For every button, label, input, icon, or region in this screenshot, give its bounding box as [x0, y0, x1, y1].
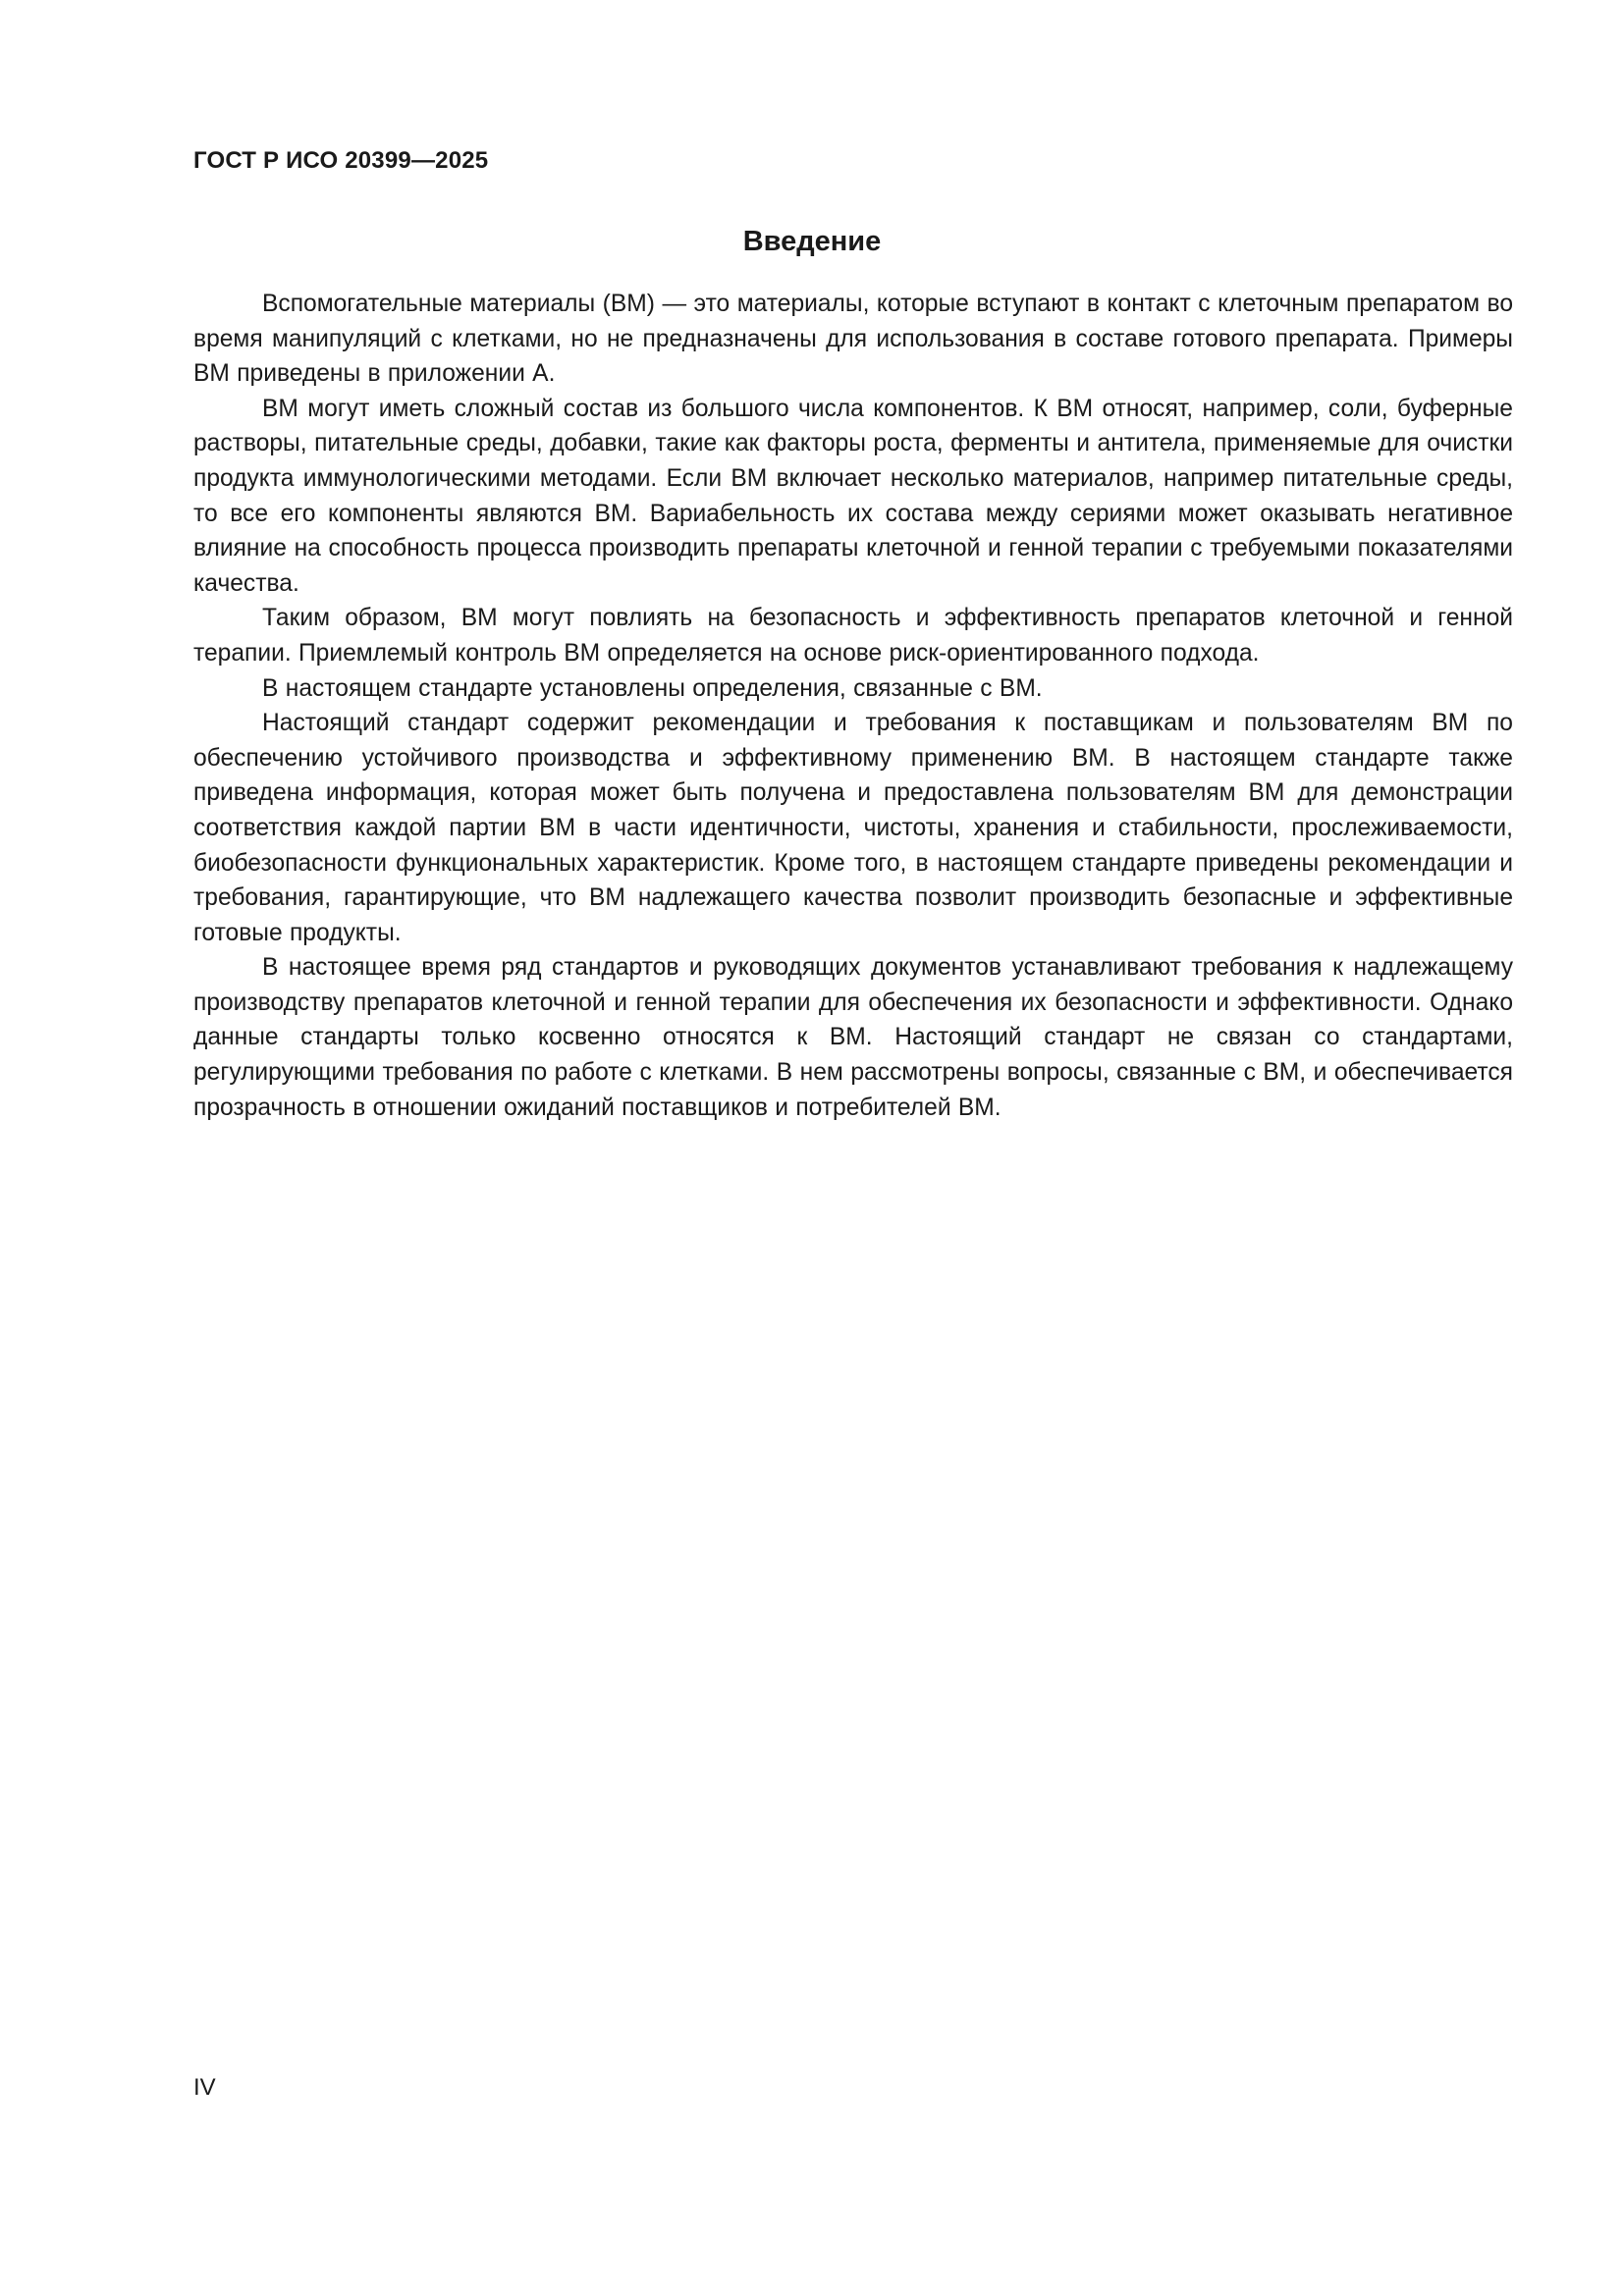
standard-designation: ГОСТ Р ИСО 20399—2025	[193, 147, 489, 174]
paragraph: Вспомогательные материалы (ВМ) — это материалы, которые вступают в контакт с клеточным препаратом во время манипуляций с клетками, но не предназначены для использования в составе готового препарата. Примеры ВМ приведены в приложении А.	[193, 291, 1513, 388]
paragraph: Настоящий стандарт содержит рекомендации и требования к поставщикам и пользователям ВМ по обеспечению устойчивого производства и эффективному применению ВМ. В настоящем стандарте также приведена информация, которая может быть получена и предоставлена пользователям ВМ для демонстрации соответствия каждой партии ВМ в части идентичности, чистоты, хранения и стабильности, прослеживаемости, биобезопасности функциональных характеристик. Кроме того, в настоящем стандарте приведены рекомендации и требования, гарантирующие, что ВМ надлежащего качества позволит производить безопасные и эффективные готовые продукты.	[193, 710, 1513, 946]
paragraph: В настоящем стандарте установлены определения, связанные с ВМ.	[262, 674, 1043, 702]
paragraph: В настоящее время ряд стандартов и руководящих документов устанавливают требования к надлежащему производству препаратов клеточной и генной терапии для обеспечения их безопасности и эффективности. Однако данные стандарты только косвенно относятся к ВМ. Настоящий стандарт не связан со стандартами, регулирующими требования по работе с клетками. В нем рассмотрены вопросы, связанные с ВМ, и обеспечивается прозрачность в отношении ожиданий поставщиков и потребителей ВМ.	[193, 954, 1513, 1121]
introduction-body	[193, 287, 1513, 1125]
paragraph: Таким образом, ВМ могут повлиять на безопасность и эффективность препаратов клеточной и генной терапии. Приемлемый контроль ВМ определяется на основе риск-ориентированного подхода.	[193, 605, 1513, 667]
paragraph: ВМ могут иметь сложный состав из большого числа компонентов. К ВМ относят, например, соли, буферные растворы, питательные среды, добавки, такие как факторы роста, ферменты и антитела, применяемые для очистки продукта иммунологическими методами. Если ВМ включает несколько материалов, например питательные среды, то все его компоненты являются ВМ. Вариабельность их состава между сериями может оказывать негативное влияние на способность процесса производить препараты клеточной и генной терапии с требуемыми показателями качества.	[193, 395, 1513, 597]
page-number: IV	[193, 2074, 216, 2101]
section-title: Введение	[742, 226, 882, 257]
